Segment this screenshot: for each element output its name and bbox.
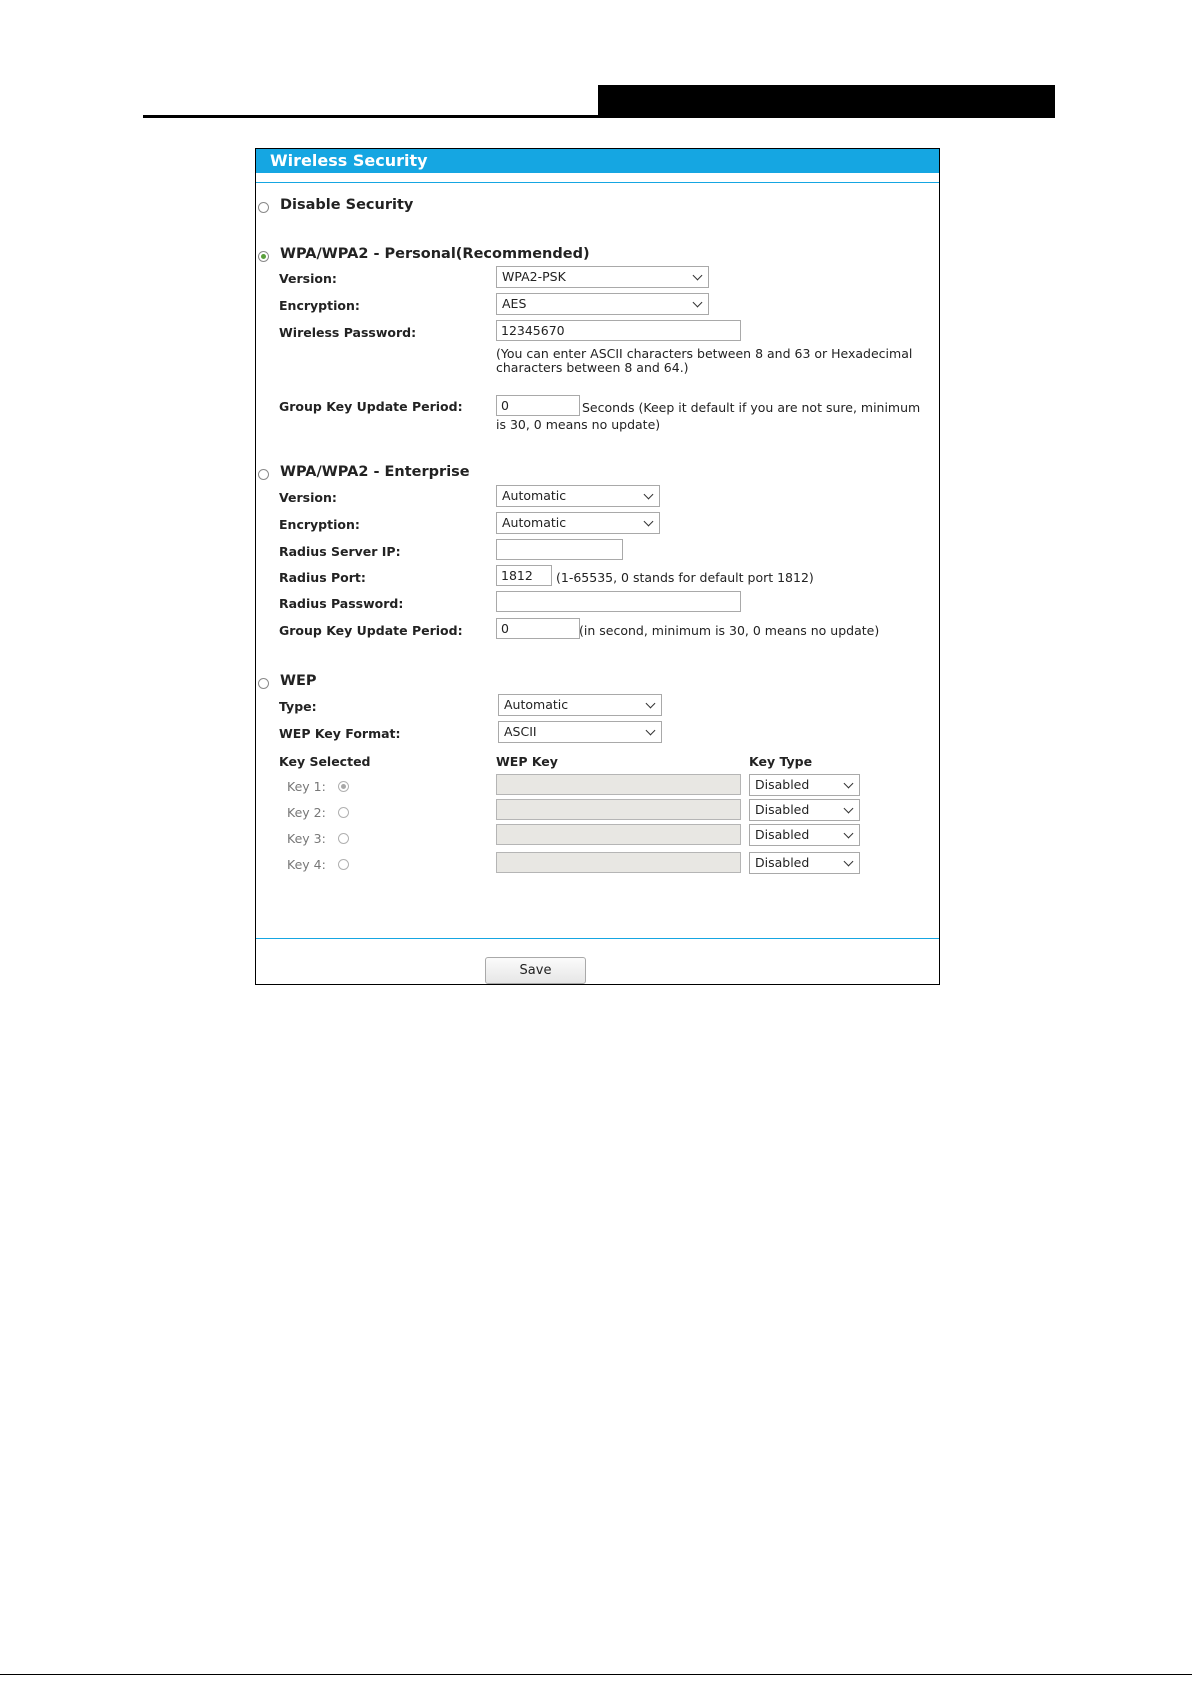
wpa-enterprise-radio[interactable]	[258, 469, 269, 480]
chevron-down-icon	[688, 294, 708, 314]
chevron-down-icon	[641, 722, 661, 742]
wpa-personal-encryption-label: Encryption:	[279, 298, 360, 313]
bottom-separator	[256, 938, 939, 939]
radius-password-input[interactable]	[496, 591, 741, 612]
wpa-enterprise-encryption-label: Encryption:	[279, 517, 360, 532]
wep-radio[interactable]	[258, 678, 269, 689]
chevron-down-icon	[839, 825, 859, 845]
wep-type-label: Type:	[279, 699, 317, 714]
wireless-password-input[interactable]: 12345670	[496, 320, 741, 341]
wpa-personal-version-select[interactable]	[496, 266, 709, 288]
wireless-password-label: Wireless Password:	[279, 325, 417, 340]
wpa-personal-group-key-label: Group Key Update Period:	[279, 399, 463, 414]
key-3-label: Key 3:	[287, 831, 326, 846]
key-2-type-value: Disabled	[755, 802, 810, 817]
group-key-note-line2: is 30, 0 means no update)	[496, 417, 661, 432]
top-separator	[256, 182, 939, 183]
key-1-type-select[interactable]	[749, 774, 860, 796]
wpa-enterprise-group-key-note: (in second, minimum is 30, 0 means no update)	[579, 623, 880, 638]
key-4-input[interactable]	[496, 852, 741, 873]
key-2-input[interactable]	[496, 799, 741, 820]
disable-security-title: Disable Security	[280, 197, 414, 213]
key-1-radio[interactable]	[338, 781, 349, 792]
wpa-personal-version-label: Version:	[279, 271, 337, 286]
wep-key-header: WEP Key	[496, 754, 558, 769]
wep-key-format-select[interactable]	[498, 721, 662, 743]
radius-password-label: Radius Password:	[279, 596, 404, 611]
key-3-type-value: Disabled	[755, 827, 810, 842]
wireless-security-panel	[255, 148, 940, 985]
chevron-down-icon	[639, 513, 659, 533]
wep-key-format-value: ASCII	[504, 724, 537, 739]
password-note-line2: characters between 8 and 64.)	[496, 360, 689, 375]
wpa-enterprise-encryption-value: Automatic	[502, 515, 567, 530]
radius-server-ip-input[interactable]	[496, 539, 623, 560]
wpa-enterprise-version-value: Automatic	[502, 488, 567, 503]
footer-rule	[0, 1674, 1192, 1675]
wpa-personal-title: WPA/WPA2 - Personal(Recommended)	[280, 246, 590, 262]
wep-type-value: Automatic	[504, 697, 569, 712]
disable-security-radio[interactable]	[258, 202, 269, 213]
key-4-type-value: Disabled	[755, 855, 810, 870]
wpa-enterprise-encryption-select[interactable]	[496, 512, 660, 534]
wpa-personal-encryption-value: AES	[502, 296, 527, 311]
wep-type-select[interactable]	[498, 694, 662, 716]
wpa-personal-radio[interactable]	[258, 251, 269, 262]
panel-title: Wireless Security	[256, 149, 939, 173]
key-2-type-select[interactable]	[749, 799, 860, 821]
key-2-radio[interactable]	[338, 807, 349, 818]
wpa-enterprise-version-select[interactable]	[496, 485, 660, 507]
key-4-type-select[interactable]	[749, 852, 860, 874]
key-1-label: Key 1:	[287, 779, 326, 794]
wpa-enterprise-title: WPA/WPA2 - Enterprise	[280, 464, 470, 480]
wpa-enterprise-version-label: Version:	[279, 490, 337, 505]
chevron-down-icon	[641, 695, 661, 715]
wep-title: WEP	[280, 673, 317, 689]
wpa-personal-encryption-select[interactable]	[496, 293, 709, 315]
radius-port-note: (1-65535, 0 stands for default port 1812)	[556, 570, 814, 585]
password-note-line1: (You can enter ASCII characters between 8 and 63 or Hexadecimal	[496, 346, 913, 361]
group-key-note-line1: Seconds (Keep it default if you are not sure, minimum	[582, 400, 921, 415]
header-rule	[143, 115, 1055, 118]
key-4-label: Key 4:	[287, 857, 326, 872]
wpa-enterprise-group-key-label: Group Key Update Period:	[279, 623, 463, 638]
chevron-down-icon	[839, 800, 859, 820]
key-1-input[interactable]	[496, 774, 741, 795]
key-2-label: Key 2:	[287, 805, 326, 820]
key-1-type-value: Disabled	[755, 777, 810, 792]
save-button[interactable]: Save	[485, 957, 586, 984]
key-3-radio[interactable]	[338, 833, 349, 844]
key-3-type-select[interactable]	[749, 824, 860, 846]
chevron-down-icon	[639, 486, 659, 506]
key-4-radio[interactable]	[338, 859, 349, 870]
header-black-bar	[598, 85, 1055, 118]
chevron-down-icon	[688, 267, 708, 287]
chevron-down-icon	[839, 853, 859, 873]
wpa-personal-version-value: WPA2-PSK	[502, 269, 566, 284]
radius-server-ip-label: Radius Server IP:	[279, 544, 401, 559]
radius-port-input[interactable]: 1812	[496, 565, 552, 586]
key-selected-header: Key Selected	[279, 754, 371, 769]
wpa-enterprise-group-key-input[interactable]: 0	[496, 618, 580, 639]
key-3-input[interactable]	[496, 824, 741, 845]
key-type-header: Key Type	[749, 754, 813, 769]
chevron-down-icon	[839, 775, 859, 795]
wep-key-format-label: WEP Key Format:	[279, 726, 401, 741]
wpa-personal-group-key-input[interactable]: 0	[496, 395, 580, 416]
radius-port-label: Radius Port:	[279, 570, 366, 585]
